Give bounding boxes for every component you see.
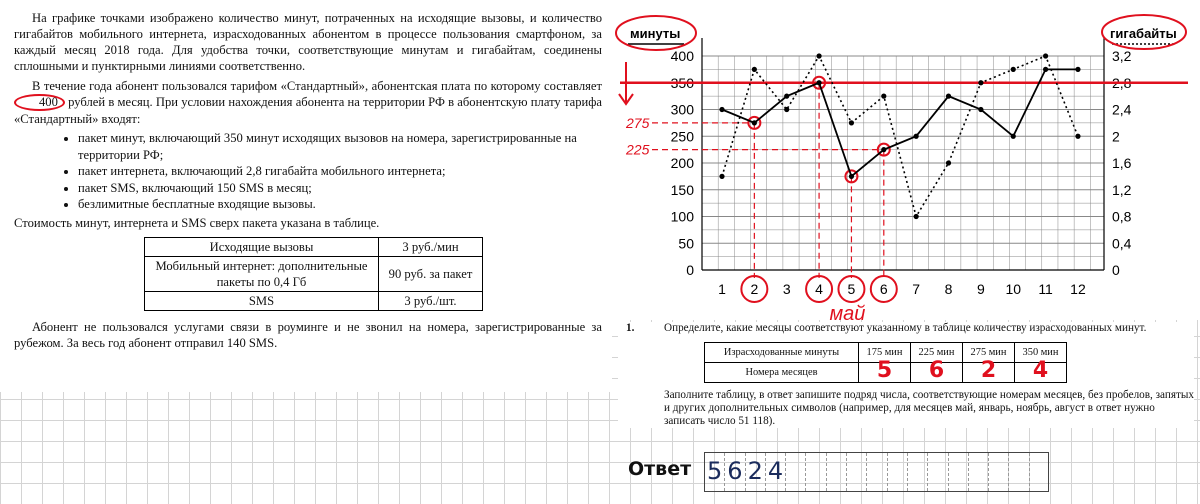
- x-tick-label: 3: [782, 281, 791, 297]
- bullet-item: • пакет интернета, включающий 2,8 гигабайта мобильного интернета;: [78, 163, 602, 180]
- answer-cell[interactable]: 5: [704, 453, 724, 491]
- answer-cell[interactable]: [1029, 453, 1049, 491]
- question-number: 1.: [626, 322, 635, 334]
- tariff-paragraph: [14, 78, 602, 127]
- minutes-header: Израсходованные минуты: [705, 343, 859, 363]
- answer-instructions: Заполните таблицу, в ответ запишите подряд числа, соответствующие номерам месяцев, без пробелов, запятых и других дополнительных символов (например, для месяцев май, январь, ноябрь, август в ответ нужно записать число 51 118).: [664, 389, 1194, 427]
- price-cell: 90 руб. за пакет: [379, 256, 483, 291]
- month-input-cell[interactable]: [859, 358, 911, 383]
- marked-minute-label: 275: [626, 114, 650, 131]
- y2-tick-label: 1,2: [1112, 181, 1132, 198]
- x-tick-label: 11: [1038, 281, 1053, 297]
- x-tick-label: 7: [912, 281, 921, 297]
- x-tick-label: 2: [750, 281, 759, 297]
- minutes-point: [978, 107, 983, 112]
- bullet-item: • пакет минут, включающий 350 минут исходящих вызовов на номера, зарегистрированные на территории РФ;: [78, 130, 602, 163]
- months-row-label: Номера месяцев: [705, 363, 859, 383]
- y-tick-label: 0: [686, 262, 694, 278]
- task-text-panel: [0, 0, 612, 392]
- minutes-point: [881, 147, 886, 152]
- answer-cell[interactable]: [866, 453, 886, 491]
- x-tick-label: 12: [1070, 281, 1086, 297]
- minutes-point: [1075, 67, 1080, 72]
- answer-cell[interactable]: [927, 453, 947, 491]
- y2-tick-label: 0: [1112, 262, 1120, 278]
- gigabytes-point: [752, 67, 757, 72]
- y-tick-label: 200: [670, 155, 694, 171]
- gigabytes-point: [978, 80, 983, 85]
- y-tick-label: 400: [670, 48, 694, 64]
- tariff-text-start: В течение года абонент пользовался тарифом «Стандартный», абонентская плата по которому составляет: [32, 79, 602, 93]
- month-note: май: [829, 303, 866, 320]
- answer-cell[interactable]: [907, 453, 927, 491]
- intro-paragraph: На графике точками изображено количество минут, потраченных на исходящие вызовы, и количество гигабайтов мобильного интернета, израсходованных абонентом в процессе пользования смартфоном, за каждый месяц 2018 года. Для удобства точки, соответствующие минутам и гигабайтам, соединены сплошными и пунктирными линиями соответственно.: [14, 11, 602, 73]
- gigabytes-point: [914, 214, 919, 219]
- answer-cell[interactable]: 2: [745, 453, 765, 491]
- minutes-cell: 350 мин: [1015, 343, 1067, 363]
- tariff-text-end: рублей в месяц. При условии нахождения абонента на территории РФ в абонентскую плату тарифа «Стандартный» входят:: [14, 95, 602, 126]
- x-tick-label: 1: [718, 281, 726, 297]
- answer-boxes[interactable]: [704, 452, 1049, 492]
- month-input-cell[interactable]: [1015, 358, 1067, 383]
- minutes-point: [719, 107, 724, 112]
- tariff-bullets: [78, 130, 602, 213]
- y2-axis-label: гигабайты: [1110, 26, 1177, 41]
- gigabytes-point: [719, 174, 724, 179]
- y-tick-label: 250: [670, 128, 694, 145]
- y2-tick-label: 1,6: [1112, 155, 1132, 171]
- y-tick-label: 150: [670, 181, 694, 198]
- table-row: [145, 291, 483, 310]
- price-cell: 3 руб./мин: [379, 237, 483, 256]
- minutes-point: [752, 120, 757, 125]
- x-tick-label: 10: [1005, 281, 1022, 297]
- table-row: [145, 256, 483, 291]
- y-axis-label: минуты: [630, 26, 681, 41]
- answer-cell[interactable]: [826, 453, 846, 491]
- answer-cell[interactable]: [785, 453, 805, 491]
- table-row: [145, 237, 483, 256]
- minutes-cell: 225 мин: [911, 343, 963, 363]
- bullet-item: • безлимитные бесплатные входящие вызовы.: [78, 196, 602, 213]
- tariff-cost-table: [144, 237, 483, 311]
- y-tick-label: 300: [670, 101, 694, 118]
- gigabytes-point: [1075, 134, 1080, 139]
- months-table: [704, 342, 1067, 383]
- handwritten-month: 4: [1032, 358, 1049, 383]
- answer-cell[interactable]: [846, 453, 866, 491]
- question-text: Определите, какие месяцы соответствуют указанному в таблице количеству израсходованных минут.: [664, 322, 1147, 334]
- x-tick-label: 9: [976, 281, 985, 297]
- answer-cell[interactable]: 6: [724, 453, 744, 491]
- price-cell: 3 руб./шт.: [379, 291, 483, 310]
- y-tick-label: 100: [670, 208, 694, 225]
- y-tick-label: 50: [678, 235, 694, 252]
- minutes-point: [849, 174, 854, 179]
- handwritten-month: 6: [928, 358, 945, 383]
- gigabytes-point: [1043, 53, 1048, 58]
- minutes-point: [1011, 134, 1016, 139]
- cost-intro: Стоимость минут, интернета и SMS сверх пакета указана в таблице.: [14, 215, 380, 230]
- y-tick-label: 350: [670, 74, 694, 91]
- y2-tick-label: 0,8: [1112, 208, 1132, 225]
- minutes-point: [946, 94, 951, 99]
- marked-minute-label: 225: [626, 141, 650, 158]
- minutes-cell: 275 мин: [963, 343, 1015, 363]
- y2-tick-label: 2: [1112, 128, 1120, 145]
- gigabytes-point: [784, 107, 789, 112]
- answer-cell[interactable]: [988, 453, 1008, 491]
- minutes-point: [1043, 67, 1048, 72]
- y2-tick-label: 2,8: [1112, 74, 1132, 91]
- month-input-cell[interactable]: [963, 358, 1015, 383]
- answer-cell[interactable]: [948, 453, 968, 491]
- gigabytes-point: [1011, 67, 1016, 72]
- gigabytes-point: [849, 120, 854, 125]
- answer-label: Ответ: [628, 458, 692, 480]
- gigabytes-point: [816, 53, 821, 58]
- y2-tick-label: 0,4: [1112, 235, 1132, 252]
- x-tick-label: 4: [815, 281, 823, 297]
- service-cell: Мобильный интернет: дополнительные пакеты по 0,4 Гб: [145, 256, 379, 291]
- y2-tick-label: 2,4: [1112, 101, 1132, 118]
- minutes-point: [914, 134, 919, 139]
- minutes-point: [816, 80, 821, 85]
- service-cell: Исходящие вызовы: [145, 237, 379, 256]
- table-row: [705, 363, 1067, 383]
- chart-and-question-panel: [612, 0, 1200, 504]
- outro-paragraph: Абонент не пользовался услугами связи в роуминге и не звонил на номера, зарегистрированные за рубежом. За весь год абонент отправил 140 SMS.: [14, 319, 602, 350]
- minutes-gb-chart: [612, 0, 1200, 320]
- answer-cell[interactable]: [887, 453, 907, 491]
- tariff-fee: 400: [14, 94, 65, 111]
- answer-cell[interactable]: [968, 453, 988, 491]
- month-input-cell[interactable]: [911, 358, 963, 383]
- service-cell: SMS: [145, 291, 379, 310]
- x-tick-label: 5: [847, 281, 856, 297]
- gigabytes-point: [881, 94, 886, 99]
- minutes-point: [784, 94, 789, 99]
- answer-cell[interactable]: [1008, 453, 1028, 491]
- answer-cell[interactable]: 4: [765, 453, 785, 491]
- x-tick-label: 8: [944, 281, 953, 297]
- bullet-item: • пакет SMS, включающий 150 SMS в месяц;: [78, 180, 602, 197]
- question-block: [618, 322, 1194, 428]
- handwritten-month: 2: [980, 358, 997, 383]
- answer-cell[interactable]: [805, 453, 825, 491]
- gigabytes-point: [946, 160, 951, 165]
- x-tick-label: 6: [879, 281, 888, 297]
- y2-tick-label: 3,2: [1112, 48, 1132, 64]
- minutes-cell: 175 мин: [859, 343, 911, 363]
- handwritten-month: 5: [876, 358, 893, 383]
